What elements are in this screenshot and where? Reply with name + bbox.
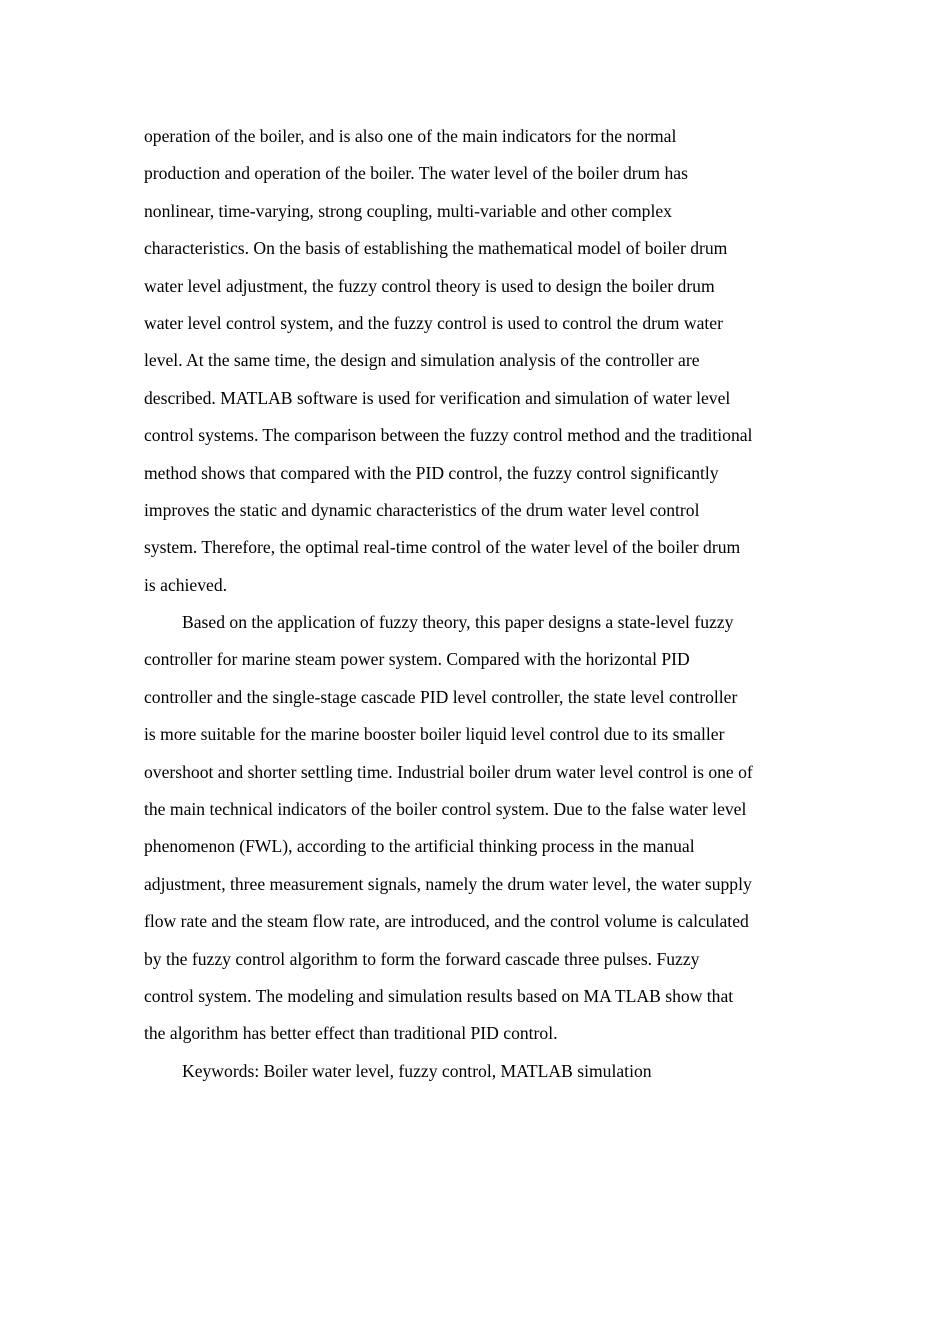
text-line: is achieved. — [144, 574, 228, 595]
text-line: described. MATLAB software is used for verification and simulation of water level — [144, 387, 731, 408]
text-line: flow rate and the steam flow rate, are introduced, and the control volume is calculated — [144, 911, 749, 932]
text-line: nonlinear, time-varying, strong coupling, multi-variable and other complex — [144, 200, 672, 221]
text-line: control systems. The comparison between the fuzzy control method and the traditional — [144, 425, 753, 446]
text-line: adjustment, three measurement signals, namely the drum water level, the water supply — [144, 873, 752, 894]
text-line: controller and the single-stage cascade PID level controller, the state level controller — [144, 686, 738, 707]
text-line: water level control system, and the fuzzy control is used to control the drum water — [144, 312, 723, 333]
text-line: system. Therefore, the optimal real-time control of the water level of the boiler drum — [144, 537, 741, 558]
text-line: is more suitable for the marine booster boiler liquid level control due to its smaller — [144, 724, 725, 745]
text-line: by the fuzzy control algorithm to form the forward cascade three pulses. Fuzzy — [144, 948, 700, 969]
keywords-paragraph — [144, 1053, 824, 1090]
text-line: controller for marine steam power system. Compared with the horizontal PID — [144, 649, 690, 670]
paragraph-1 — [144, 118, 824, 604]
text-line: the main technical indicators of the boiler control system. Due to the false water level — [144, 799, 747, 820]
keywords-line: Keywords: Boiler water level, fuzzy control, MATLAB simulation — [182, 1060, 652, 1081]
text-line: level. At the same time, the design and simulation analysis of the controller are — [144, 350, 700, 371]
text-line: improves the static and dynamic characteristics of the drum water level control — [144, 499, 700, 520]
text-line: Based on the application of fuzzy theory, this paper designs a state-level fuzzy — [182, 612, 734, 633]
text-line: operation of the boiler, and is also one of the main indicators for the normal — [144, 126, 677, 146]
text-line: characteristics. On the basis of establishing the mathematical model of boiler drum — [144, 238, 728, 259]
abstract-text-block — [144, 118, 824, 1090]
text-line: the algorithm has better effect than traditional PID control. — [144, 1023, 558, 1044]
paragraph-2 — [144, 604, 824, 1053]
text-line: production and operation of the boiler. The water level of the boiler drum has — [144, 163, 688, 184]
text-line: method shows that compared with the PID control, the fuzzy control significantly — [144, 462, 719, 483]
text-line: water level adjustment, the fuzzy control theory is used to design the boiler drum — [144, 275, 715, 296]
text-line: overshoot and shorter settling time. Industrial boiler drum water level control is one of — [144, 761, 753, 782]
text-line: control system. The modeling and simulation results based on MA TLAB show that — [144, 985, 734, 1006]
text-line: phenomenon (FWL), according to the artificial thinking process in the manual — [144, 836, 695, 857]
